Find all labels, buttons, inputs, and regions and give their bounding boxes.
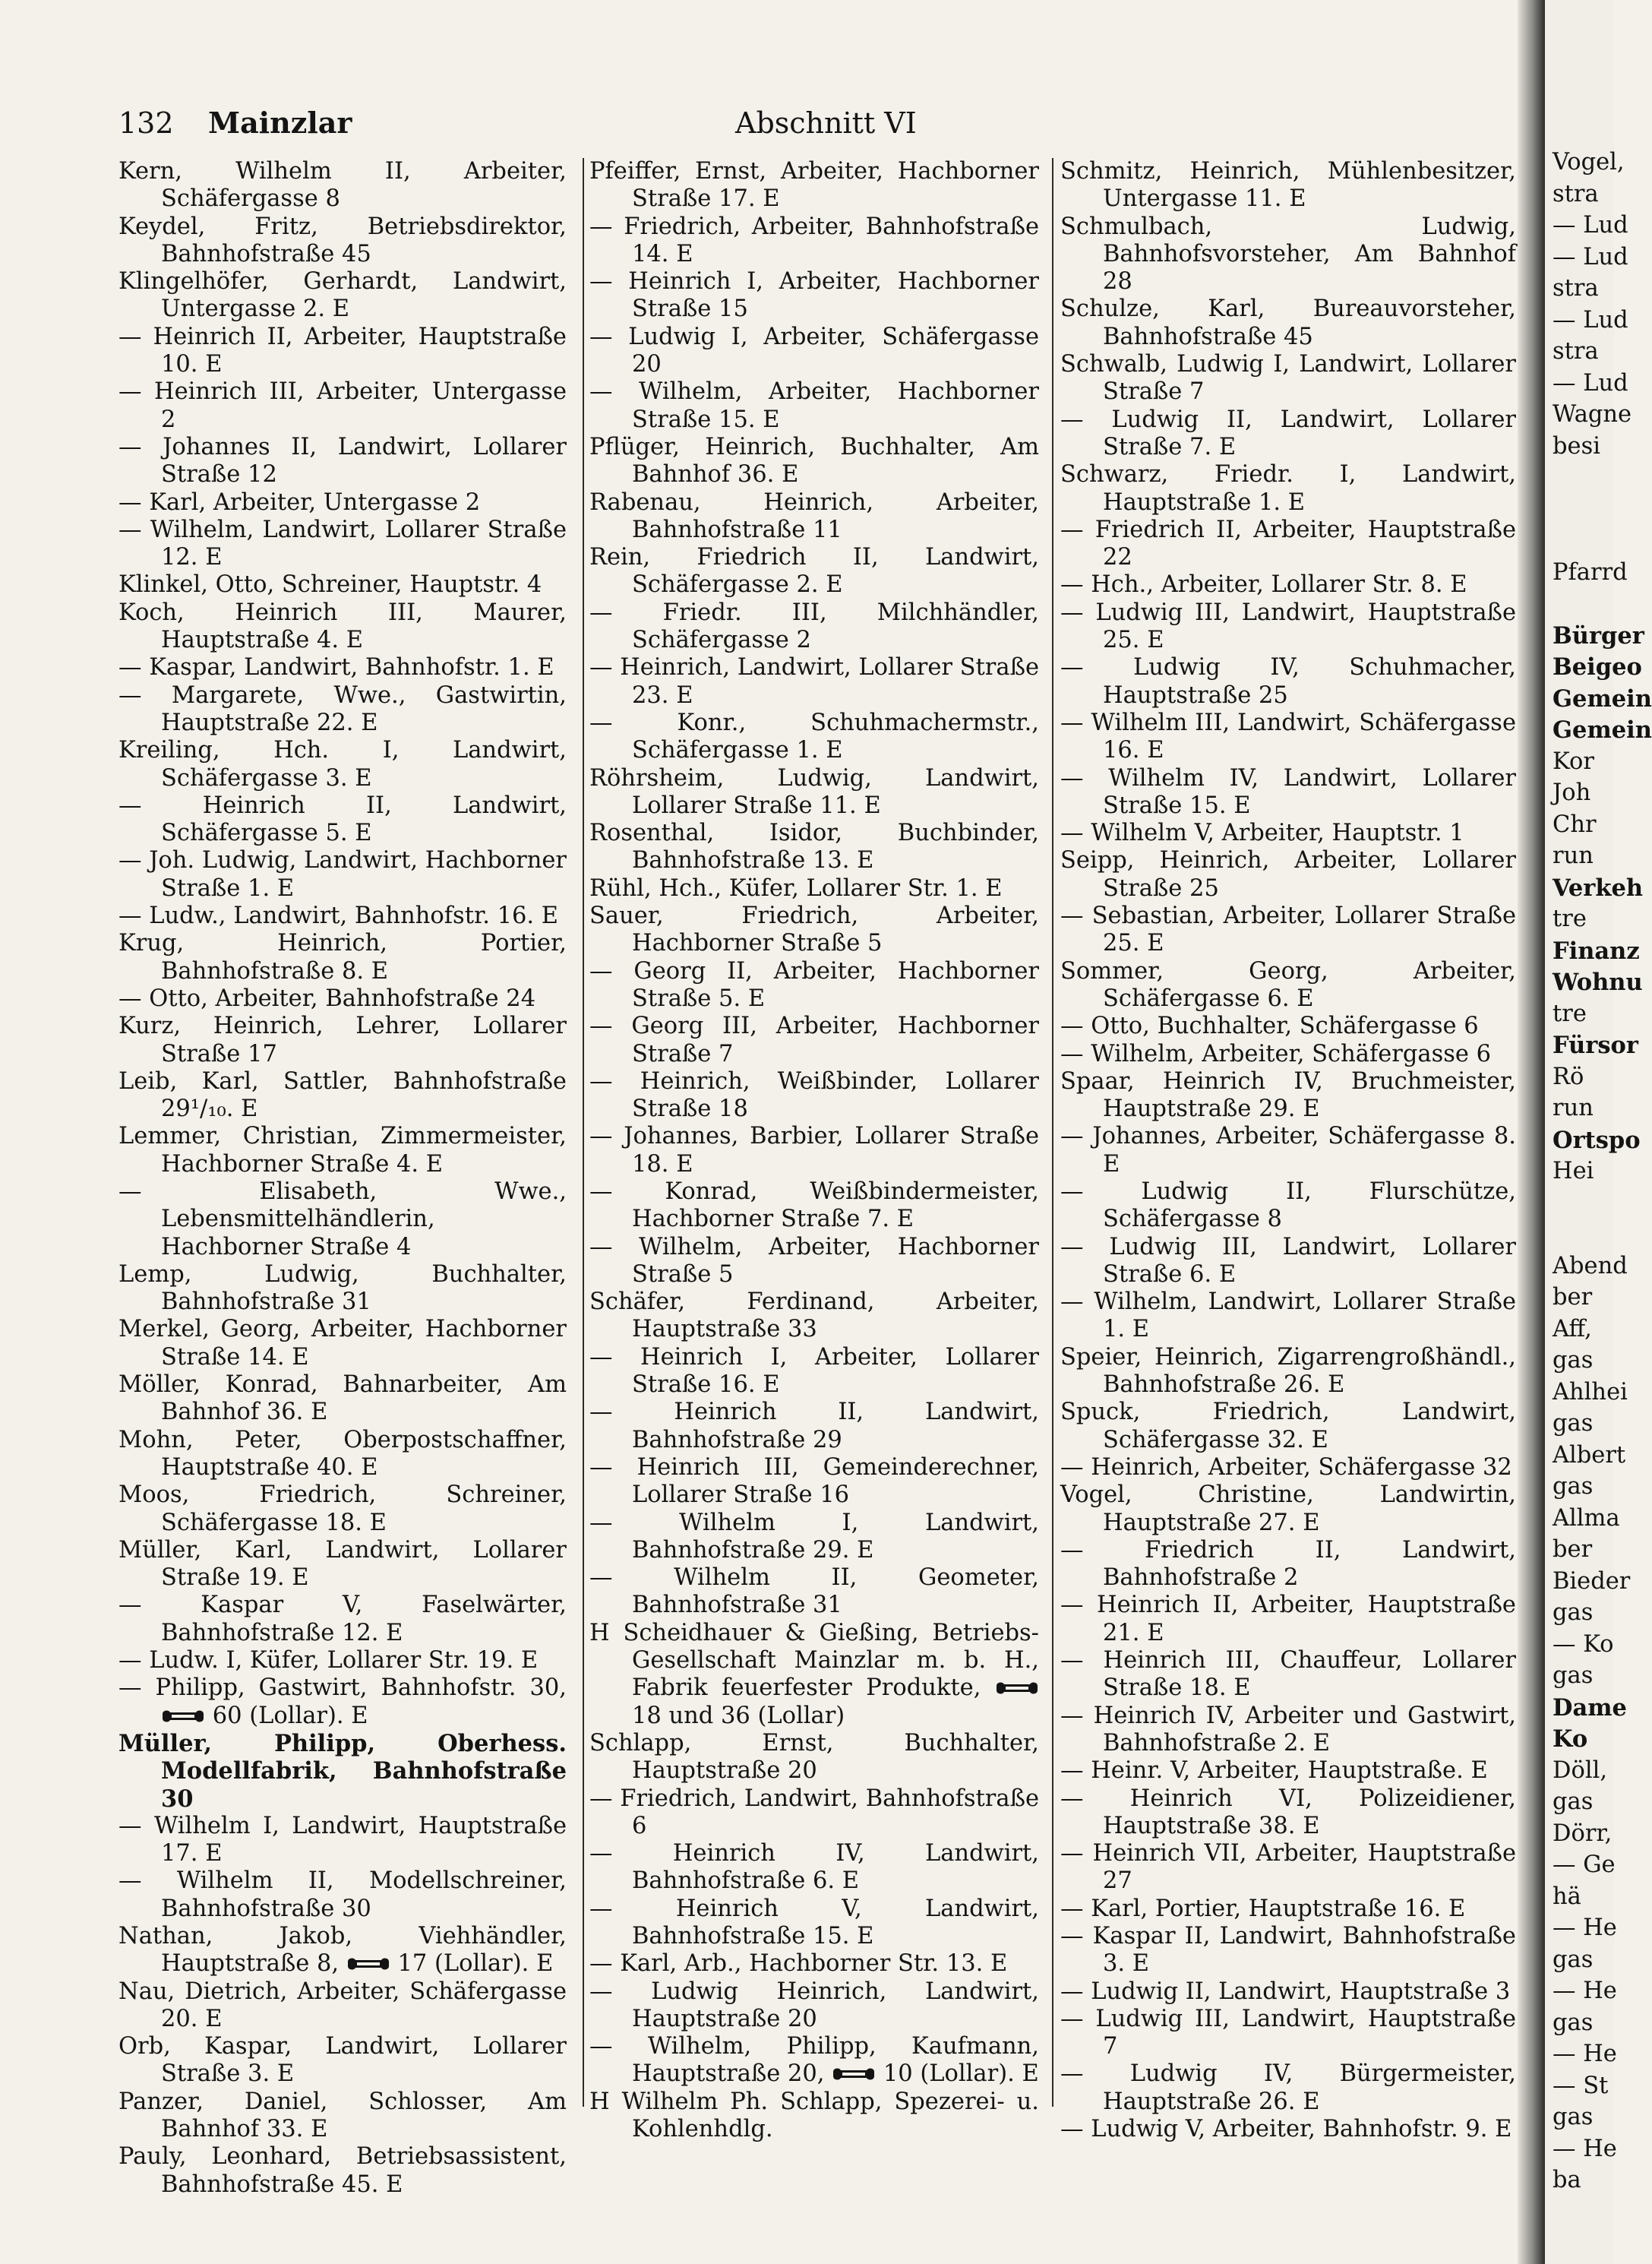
- next-page-fragment: run: [1553, 1095, 1594, 1121]
- directory-entry: — Wilhelm, Landwirt, Lollarer Straße 12. E: [118, 516, 567, 571]
- directory-entry: Kreiling, Hch. I, Landwirt, Schäfergasse 3. E: [118, 737, 567, 792]
- directory-entry: Müller, Karl, Landwirt, Lollarer Straße 19. E: [118, 1536, 567, 1592]
- directory-entry: Pflüger, Heinrich, Buchhalter, Am Bahnhof 36. E: [589, 433, 1039, 489]
- next-page-fragment: — He: [1553, 2135, 1617, 2162]
- next-page-fragment: tre: [1553, 1000, 1587, 1027]
- directory-entry: Nathan, Jakob, Viehhändler, Hauptstraße 8, 17 (Lollar). E: [118, 1923, 567, 1978]
- next-page-fragment: Fürsor: [1553, 1032, 1638, 1059]
- directory-entry: — Philipp, Gastwirt, Bahnhofstr. 30, 60 (Lollar). E: [118, 1674, 567, 1729]
- directory-entry: — Heinrich I, Arbeiter, Hachborner Straße 15: [589, 268, 1039, 323]
- directory-entry: — Heinrich IV, Landwirt, Bahnhofstraße 6. E: [589, 1840, 1039, 1895]
- directory-entry: — Karl, Arbeiter, Untergasse 2: [118, 489, 481, 516]
- directory-entry: — Heinr. V, Arbeiter, Hauptstraße. E: [1060, 1757, 1488, 1785]
- directory-entry: — Karl, Portier, Hauptstraße 16. E: [1060, 1895, 1466, 1922]
- directory-column-3: [1060, 158, 1516, 2143]
- directory-entry: — Margarete, Wwe., Gastwirtin, Hauptstraße 22. E: [118, 681, 567, 736]
- directory-entry: — Heinrich III, Arbeiter, Untergasse 2: [118, 378, 567, 433]
- next-page-fragment: Bürger: [1553, 621, 1644, 650]
- column-divider: [583, 158, 584, 2107]
- next-page-fragment: tre: [1553, 906, 1587, 932]
- directory-entry: — Wilhelm IV, Landwirt, Lollarer Straße 15. E: [1060, 764, 1516, 819]
- directory-entry: — Ludwig IV, Schuhmacher, Hauptstraße 25: [1060, 654, 1516, 709]
- next-page-fragment: Verkeh: [1553, 874, 1644, 902]
- directory-entry: — Karl, Arb., Hachborner Str. 13. E: [589, 1950, 1008, 1978]
- next-page-fragment: hä: [1553, 1883, 1581, 1910]
- directory-entry: — Heinrich II, Arbeiter, Hauptstraße 10. E: [118, 323, 567, 378]
- directory-entry: — Heinrich, Weißbinder, Lollarer Straße 18: [589, 1067, 1039, 1123]
- next-page-fragment: Döll,: [1553, 1756, 1608, 1784]
- next-page-fragment: stra: [1553, 180, 1599, 207]
- next-page-fragment: stra: [1553, 275, 1599, 302]
- town-name: Mainzlar: [208, 106, 352, 140]
- directory-entry: — Konrad, Weißbindermeister, Hachborner Straße 7. E: [589, 1178, 1039, 1233]
- directory-entry: — Friedr. III, Milchhändler, Schäfergasse 2: [589, 599, 1039, 654]
- directory-entry: — Heinrich II, Arbeiter, Hauptstraße 21. E: [1060, 1592, 1516, 1646]
- directory-entry: — Heinrich II, Landwirt, Bahnhofstraße 29: [589, 1399, 1039, 1453]
- directory-entry: — Ludwig V, Arbeiter, Bahnhofstr. 9. E: [1060, 2116, 1512, 2143]
- directory-entry: Moos, Friedrich, Schreiner, Schäfergasse 18. E: [118, 1481, 567, 1536]
- directory-entry: Merkel, Georg, Arbeiter, Hachborner Straße 14. E: [118, 1316, 567, 1371]
- directory-entry: — Kaspar V, Faselwärter, Bahnhofstraße 12. E: [118, 1592, 567, 1646]
- directory-entry: — Wilhelm III, Landwirt, Schäfergasse 16. E: [1060, 709, 1516, 764]
- directory-entry: — Heinrich II, Landwirt, Schäfergasse 5. E: [118, 792, 567, 847]
- next-page-fragment: ba: [1553, 2167, 1581, 2193]
- next-page-fragment: — Lud: [1553, 243, 1628, 270]
- next-page-fragment: gas: [1553, 1599, 1594, 1626]
- next-page-fragment: Bieder: [1553, 1567, 1631, 1595]
- next-page-fragment: — He: [1553, 2041, 1617, 2067]
- directory-entry: Schäfer, Ferdinand, Arbeiter, Hauptstraße 33: [589, 1289, 1039, 1343]
- directory-entry: — Johannes II, Landwirt, Lollarer Straße 12: [118, 433, 567, 489]
- next-page-fragment: Abend: [1553, 1252, 1628, 1279]
- directory-entry: — Wilhelm, Arbeiter, Hachborner Straße 5: [589, 1233, 1039, 1288]
- directory-entry: — Ludwig III, Landwirt, Hauptstraße 25. E: [1060, 599, 1516, 654]
- next-page-fragment: — Lud: [1553, 369, 1628, 397]
- next-page-fragment: Dame: [1553, 1693, 1627, 1722]
- next-page-fragment: — St: [1553, 2072, 1609, 2099]
- directory-entry: — Elisabeth, Wwe., Lebensmittelhändlerin, Hachborner Straße 4: [118, 1178, 567, 1260]
- directory-entry: — Wilhelm II, Modellschreiner, Bahnhofstraße 30: [118, 1867, 567, 1922]
- next-page-fragment: Ko: [1553, 1725, 1588, 1753]
- next-page-fragment: Gemein: [1553, 716, 1652, 744]
- directory-entry: Seipp, Heinrich, Arbeiter, Lollarer Straße 25: [1060, 847, 1516, 902]
- directory-entry: — Heinrich, Arbeiter, Schäfergasse 32: [1060, 1453, 1512, 1481]
- directory-entry: — Ludwig III, Landwirt, Hauptstraße 7: [1060, 2005, 1516, 2060]
- next-page-fragment: besi: [1553, 432, 1600, 460]
- next-page-fragment: Albert: [1553, 1441, 1626, 1469]
- directory-entry: — Heinrich V, Landwirt, Bahnhofstraße 15. E: [589, 1895, 1039, 1949]
- directory-column-1: [118, 158, 567, 2199]
- next-page-fragment: Allma: [1553, 1504, 1620, 1532]
- directory-entry: — Wilhelm I, Landwirt, Hauptstraße 17. E: [118, 1812, 567, 1867]
- next-page-fragment: Dörr,: [1553, 1820, 1613, 1847]
- directory-entry: — Ludwig I, Arbeiter, Schäfergasse 20: [589, 323, 1039, 378]
- directory-entry: Orb, Kaspar, Landwirt, Lollarer Straße 3. E: [118, 2033, 567, 2088]
- telephone-icon: [161, 1708, 205, 1725]
- directory-entry: Keydel, Fritz, Betriebsdirektor, Bahnhofstraße 45: [118, 213, 567, 267]
- next-page-fragment: — He: [1553, 1978, 1617, 2004]
- next-page-edge: [1545, 0, 1652, 2264]
- directory-entry: — Ludwig Heinrich, Landwirt, Hauptstraße 20: [589, 1978, 1039, 2032]
- directory-entry: Koch, Heinrich III, Maurer, Hauptstraße 4. E: [118, 599, 567, 654]
- next-page-fragment: — Lud: [1553, 306, 1628, 334]
- directory-entry: — Wilhelm V, Arbeiter, Hauptstr. 1: [1060, 820, 1464, 847]
- next-page-fragment: gas: [1553, 2009, 1594, 2036]
- directory-entry: Rabenau, Heinrich, Arbeiter, Bahnhofstraße 11: [589, 489, 1039, 543]
- next-page-fragment: Rö: [1553, 1063, 1584, 1090]
- directory-entry: Möller, Konrad, Bahnarbeiter, Am Bahnhof 36. E: [118, 1371, 567, 1426]
- next-page-fragment: — Ko: [1553, 1630, 1614, 1658]
- directory-entry: — Ludwig II, Landwirt, Lollarer Straße 7. E: [1060, 406, 1516, 460]
- directory-entry: — Friedrich, Landwirt, Bahnhofstraße 6: [589, 1785, 1039, 1839]
- next-page-fragment: gas: [1553, 1473, 1594, 1500]
- directory-entry: Panzer, Daniel, Schlosser, Am Bahnhof 33. E: [118, 2088, 567, 2143]
- directory-entry: Rosenthal, Isidor, Buchbinder, Bahnhofstraße 13. E: [589, 820, 1039, 874]
- directory-entry: — Georg III, Arbeiter, Hachborner Straße 7: [589, 1013, 1039, 1067]
- directory-entry: Rein, Friedrich II, Landwirt, Schäfergasse 2. E: [589, 544, 1039, 599]
- next-page-fragment: — Lud: [1553, 212, 1628, 239]
- directory-entry: Sommer, Georg, Arbeiter, Schäfergasse 6. E: [1060, 957, 1516, 1012]
- directory-entry: — Friedrich, Arbeiter, Bahnhofstraße 14. E: [589, 213, 1039, 267]
- next-page-fragment: ber: [1553, 1284, 1593, 1311]
- directory-entry: — Johannes, Arbeiter, Schäfergasse 8. E: [1060, 1123, 1516, 1178]
- directory-entry: Krug, Heinrich, Portier, Bahnhofstraße 8. E: [118, 930, 567, 985]
- directory-entry: Leib, Karl, Sattler, Bahnhofstraße 29¹/₁₀. E: [118, 1067, 567, 1123]
- directory-entry: — Wilhelm, Philipp, Kaufmann, Hauptstraße 20, 10 (Lollar). E: [589, 2033, 1039, 2088]
- directory-entry: Lemmer, Christian, Zimmermeister, Hachborner Straße 4. E: [118, 1123, 567, 1178]
- next-page-fragment: Aff,: [1553, 1315, 1592, 1342]
- directory-entry: H Scheidhauer & Gießing, Betriebs-Gesellschaft Mainzlar m. b. H., Fabrik feuerfester Produkte, 18 und 36 (Lollar): [589, 1619, 1039, 1729]
- directory-entry: — Heinrich III, Gemeinderechner, Lollarer Straße 16: [589, 1453, 1039, 1509]
- section-title: Abschnitt VI: [735, 106, 917, 140]
- next-page-fragment: Ahlhei: [1553, 1378, 1628, 1406]
- next-page-fragment: Ortspo: [1553, 1126, 1641, 1154]
- directory-entry: — Ludwig IV, Bürgermeister, Hauptstraße 26. E: [1060, 2060, 1516, 2115]
- directory-entry: — Wilhelm, Arbeiter, Schäfergasse 6: [1060, 1040, 1492, 1067]
- directory-entry: — Georg II, Arbeiter, Hachborner Straße 5. E: [589, 957, 1039, 1012]
- directory-entry: H Wilhelm Ph. Schlapp, Spezerei- u. Kohlenhdlg.: [589, 2088, 1039, 2143]
- directory-entry: — Joh. Ludwig, Landwirt, Hachborner Straße 1. E: [118, 847, 567, 902]
- directory-entry: Schmulbach, Ludwig, Bahnhofsvorsteher, Am Bahnhof 28: [1060, 213, 1516, 296]
- directory-entry: — Wilhelm I, Landwirt, Bahnhofstraße 29. E: [589, 1509, 1039, 1564]
- directory-entry: Klingelhöfer, Gerhardt, Landwirt, Untergasse 2. E: [118, 268, 567, 323]
- next-page-fragment: stra: [1553, 338, 1599, 365]
- directory-entry: Spuck, Friedrich, Landwirt, Schäfergasse 32. E: [1060, 1399, 1516, 1453]
- directory-entry: Vogel, Christine, Landwirtin, Hauptstraße 27. E: [1060, 1481, 1516, 1536]
- directory-entry: — Heinrich VI, Polizeidiener, Hauptstraße 38. E: [1060, 1785, 1516, 1839]
- directory-entry: Müller, Philipp, Oberhess. Modellfabrik, Bahnhofstraße 30: [118, 1729, 567, 1813]
- directory-entry: Speier, Heinrich, Zigarrengroßhändl., Bahnhofstraße 26. E: [1060, 1343, 1516, 1399]
- directory-entry: Sauer, Friedrich, Arbeiter, Hachborner Straße 5: [589, 903, 1039, 957]
- directory-entry: Rühl, Hch., Küfer, Lollarer Str. 1. E: [589, 874, 1003, 902]
- directory-entry: — Ludw. I, Küfer, Lollarer Str. 19. E: [118, 1647, 539, 1674]
- next-page-fragment: Chr: [1553, 811, 1597, 838]
- book-gutter: [1518, 0, 1545, 2264]
- directory-entry: — Ludw., Landwirt, Bahnhofstr. 16. E: [118, 903, 559, 930]
- directory-entry: — Heinrich I, Arbeiter, Lollarer Straße 16. E: [589, 1343, 1039, 1399]
- column-divider: [1052, 158, 1053, 2107]
- telephone-icon: [995, 1680, 1039, 1696]
- next-page-fragment: gas: [1553, 1347, 1594, 1374]
- directory-entry: Schwalb, Ludwig I, Landwirt, Lollarer Straße 7: [1060, 351, 1516, 406]
- directory-entry: — Otto, Buchhalter, Schäfergasse 6: [1060, 1013, 1479, 1040]
- directory-entry: — Wilhelm, Arbeiter, Hachborner Straße 15. E: [589, 378, 1039, 433]
- directory-entry: — Kaspar, Landwirt, Bahnhofstr. 1. E: [118, 654, 554, 681]
- directory-entry: Klinkel, Otto, Schreiner, Hauptstr. 4: [118, 571, 542, 599]
- directory-entry: — Johannes, Barbier, Lollarer Straße 18. E: [589, 1123, 1039, 1178]
- next-page-fragment: run: [1553, 843, 1594, 869]
- next-page-fragment: Gemein: [1553, 685, 1652, 713]
- next-page-fragment: ber: [1553, 1536, 1593, 1563]
- directory-entry: — Wilhelm, Landwirt, Lollarer Straße 1. E: [1060, 1289, 1516, 1343]
- directory-entry: Spaar, Heinrich IV, Bruchmeister, Hauptstraße 29. E: [1060, 1067, 1516, 1123]
- directory-entry: — Kaspar II, Landwirt, Bahnhofstraße 3. E: [1060, 1923, 1516, 1978]
- directory-column-2: [589, 158, 1039, 2143]
- next-page-fragment: Finanz: [1553, 937, 1640, 965]
- directory-entry: — Wilhelm II, Geometer, Bahnhofstraße 31: [589, 1564, 1039, 1619]
- next-page-fragment: gas: [1553, 1410, 1594, 1437]
- next-page-fragment: Kor: [1553, 748, 1594, 775]
- directory-entry: — Ludwig III, Landwirt, Lollarer Straße 6. E: [1060, 1233, 1516, 1288]
- telephone-icon: [832, 2066, 876, 2082]
- directory-entry: — Ludwig II, Flurschütze, Schäfergasse 8: [1060, 1178, 1516, 1233]
- next-page-fragment: Hei: [1553, 1158, 1594, 1184]
- next-page-fragment: Joh: [1553, 779, 1591, 806]
- directory-entry: Schulze, Karl, Bureauvorsteher, Bahnhofstraße 45: [1060, 296, 1516, 350]
- directory-entry: Kern, Wilhelm II, Arbeiter, Schäfergasse 8: [118, 158, 567, 213]
- directory-entry: Schmitz, Heinrich, Mühlenbesitzer, Untergasse 11. E: [1060, 158, 1516, 213]
- directory-entry: — Otto, Arbeiter, Bahnhofstraße 24: [118, 985, 536, 1012]
- directory-entry: Pfeiffer, Ernst, Arbeiter, Hachborner Straße 17. E: [589, 158, 1039, 213]
- directory-entry: — Heinrich III, Chauffeur, Lollarer Straße 18. E: [1060, 1647, 1516, 1702]
- directory-entry: — Hch., Arbeiter, Lollarer Str. 8. E: [1060, 571, 1467, 599]
- next-page-fragment: — Ge: [1553, 1851, 1616, 1878]
- directory-entry: Kurz, Heinrich, Lehrer, Lollarer Straße 17: [118, 1013, 567, 1067]
- telephone-icon: [346, 1956, 390, 1972]
- next-page-fragment: Vogel,: [1553, 149, 1625, 175]
- directory-entry: — Konr., Schuhmachermstr., Schäfergasse 1. E: [589, 709, 1039, 764]
- directory-entry: Schlapp, Ernst, Buchhalter, Hauptstraße 20: [589, 1729, 1039, 1785]
- directory-entry: Lemp, Ludwig, Buchhalter, Bahnhofstraße 31: [118, 1260, 567, 1316]
- directory-entry: — Ludwig II, Landwirt, Hauptstraße 3: [1060, 1978, 1511, 2005]
- next-page-fragment: Beigeo: [1553, 653, 1642, 681]
- page-number: 132: [118, 106, 174, 140]
- directory-entry: Schwarz, Friedr. I, Landwirt, Hauptstraße 1. E: [1060, 461, 1516, 516]
- directory-entry: Röhrsheim, Ludwig, Landwirt, Lollarer Straße 11. E: [589, 764, 1039, 819]
- directory-entry: Nau, Dietrich, Arbeiter, Schäfergasse 20. E: [118, 1978, 567, 2032]
- next-page-fragment: Pfarrd: [1553, 558, 1628, 586]
- directory-entry: — Friedrich II, Landwirt, Bahnhofstraße 2: [1060, 1536, 1516, 1592]
- next-page-fragment: gas: [1553, 1946, 1594, 1973]
- directory-entry: Mohn, Peter, Oberpostschaffner, Hauptstraße 40. E: [118, 1426, 567, 1481]
- directory-entry: — Sebastian, Arbeiter, Lollarer Straße 25. E: [1060, 903, 1516, 957]
- next-page-fragment: Wagne: [1553, 401, 1632, 428]
- directory-entry: Pauly, Leonhard, Betriebsassistent, Bahnhofstraße 45. E: [118, 2143, 567, 2198]
- directory-entry: — Heinrich, Landwirt, Lollarer Straße 23. E: [589, 654, 1039, 709]
- next-page-fragment: Wohnu: [1553, 969, 1643, 996]
- directory-entry: — Friedrich II, Arbeiter, Hauptstraße 22: [1060, 516, 1516, 571]
- next-page-fragment: gas: [1553, 1662, 1594, 1689]
- directory-entry: — Heinrich IV, Arbeiter und Gastwirt, Bahnhofstraße 2. E: [1060, 1702, 1516, 1756]
- directory-entry: — Heinrich VII, Arbeiter, Hauptstraße 27: [1060, 1840, 1516, 1895]
- next-page-fragment: gas: [1553, 1788, 1594, 1815]
- next-page-fragment: gas: [1553, 2104, 1594, 2130]
- next-page-fragment: — He: [1553, 1915, 1617, 1941]
